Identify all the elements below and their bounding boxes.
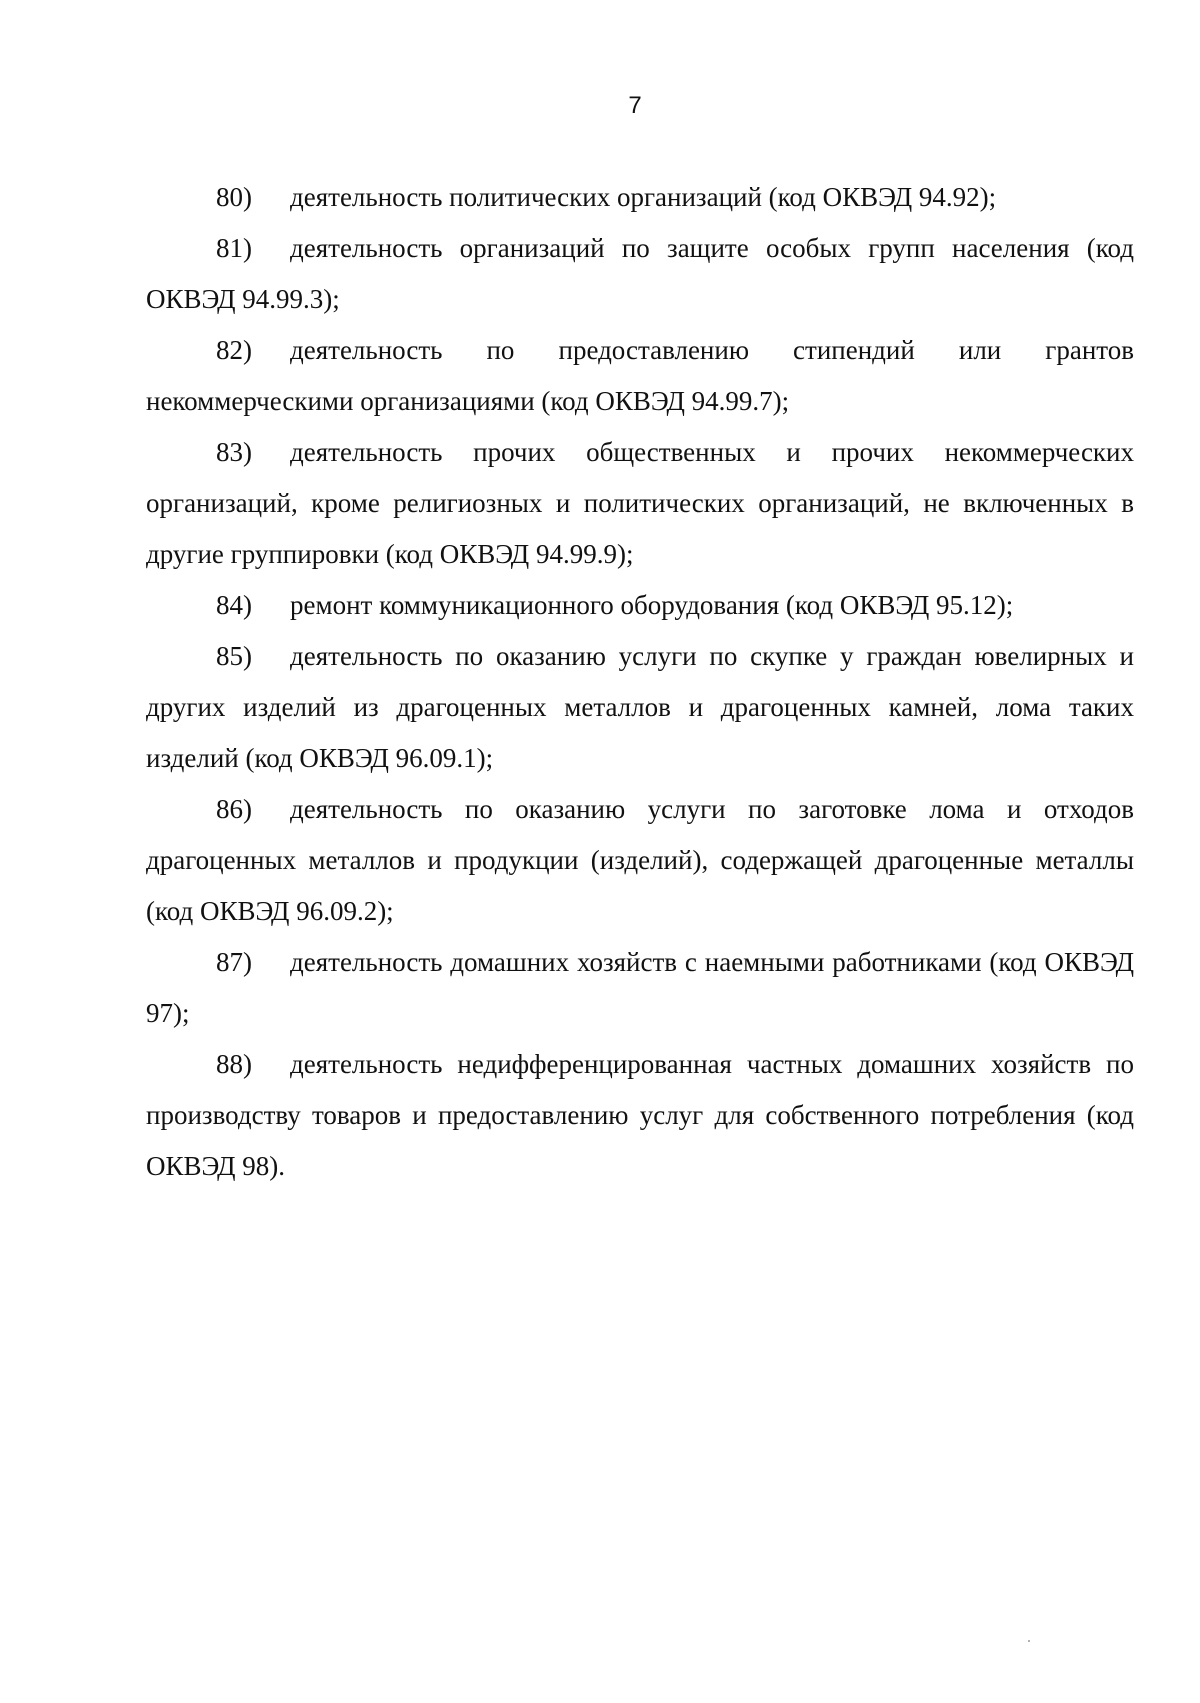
- item-text: деятельность прочих общественных и прочих некоммерческих организаций, кроме религиозных и политических организаций, не включенных в другие группировки (код ОКВЭД 94.99.9);: [146, 437, 1134, 569]
- item-number: 88): [216, 1049, 252, 1079]
- item-number: 80): [216, 182, 252, 212]
- list-item-88: [146, 1039, 1134, 1192]
- item-number: 86): [216, 794, 252, 824]
- item-number: 85): [216, 641, 252, 671]
- item-number: 84): [216, 590, 252, 620]
- list-item-87: [146, 937, 1134, 1039]
- list-item-80: [146, 172, 1134, 223]
- item-number: 81): [216, 233, 252, 263]
- item-text: ремонт коммуникационного оборудования (код ОКВЭД 95.12);: [290, 590, 1014, 620]
- item-number: 83): [216, 437, 252, 467]
- list-item-84: [146, 580, 1134, 631]
- list-item-81: [146, 223, 1134, 325]
- list-item-86: [146, 784, 1134, 937]
- item-number: 82): [216, 335, 252, 365]
- list-item-83: [146, 427, 1134, 580]
- item-text: деятельность по оказанию услуги по заготовке лома и отходов драгоценных металлов и продукции (изделий), содержащей драгоценные металлы (код ОКВЭД 96.09.2);: [146, 794, 1134, 926]
- item-text: деятельность организаций по защите особых групп населения (код ОКВЭД 94.99.3);: [146, 233, 1134, 314]
- list-item-82: [146, 325, 1134, 427]
- document-body: [146, 172, 1134, 1192]
- item-text: деятельность по оказанию услуги по скупке у граждан ювелирных и других изделий из драгоценных металлов и драгоценных камней, лома таких изделий (код ОКВЭД 96.09.1);: [146, 641, 1134, 773]
- page-number: 7: [628, 92, 642, 119]
- item-text: деятельность политических организаций (код ОКВЭД 94.92);: [290, 182, 997, 212]
- item-text: деятельность недифференцированная частных домашних хозяйств по производству товаров и предоставлению услуг для собственного потребления (код ОКВЭД 98).: [146, 1049, 1134, 1181]
- list-item-85: [146, 631, 1134, 784]
- item-text: деятельность по предоставлению стипендий или грантов некоммерческими организациями (код ОКВЭД 94.99.7);: [146, 335, 1134, 416]
- item-number: 87): [216, 947, 252, 977]
- item-text: деятельность домашних хозяйств с наемными работниками (код ОКВЭД 97);: [146, 947, 1134, 1028]
- scan-speck: [1028, 1640, 1030, 1642]
